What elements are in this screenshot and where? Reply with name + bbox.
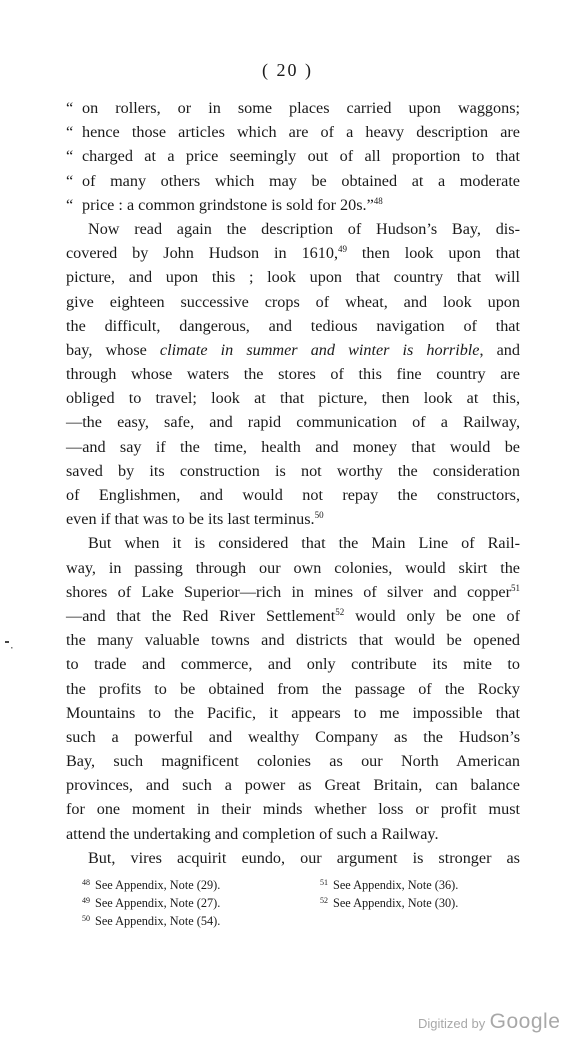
text-line: even if that was to be its last terminus.$^{50}$: [66, 510, 324, 529]
footnote-ref: 48: [373, 195, 383, 206]
text-line: for one moment in their minds whether loss or profit must: [66, 800, 520, 819]
text-line: —and say if the time, health and money that would be: [66, 437, 520, 456]
text-line: —and that the Red River Settlement$^{52}$ would only be one of: [66, 606, 520, 625]
text-line: to trade and commerce, and only contribute its mite to: [66, 655, 520, 674]
text-line: Bay, such magnificent colonies as our North American: [66, 752, 520, 771]
italic-phrase: climate in summer and winter is horrible: [159, 340, 480, 359]
footnote-ref: 50: [314, 510, 324, 521]
text-line: shores of Lake Superior—rich in mines of silver and copper$^{51}$: [66, 582, 520, 601]
footnote: $^{51}$ See Appendix, Note (36).: [320, 878, 459, 892]
text-line: Mountains to the Pacific, it appears to me impossible that: [66, 703, 520, 722]
footnote-ref: 51: [511, 582, 520, 593]
google-logo: Google: [489, 1010, 561, 1033]
text-line: picture, and upon this ; look upon that country that will: [66, 268, 520, 287]
text-line: saved by its construction is not worthy the consideration: [66, 461, 520, 480]
text-line: “ of many others which may be obtained at a moderate: [66, 171, 520, 190]
text-line: provinces, and such a power as Great Britain, can balance: [66, 776, 520, 795]
text-line: obliged to travel; look at that picture, then look at this,: [66, 389, 520, 408]
page-number: ( 20 ): [262, 60, 313, 80]
text-line: Now read again the description of Hudson’s Bay, dis-: [88, 219, 520, 238]
watermark-prefix: Digitized by: [418, 1016, 486, 1031]
footnote-ref: 52: [335, 606, 345, 617]
text-line: —the easy, safe, and rapid communication of a Railway,: [66, 413, 520, 432]
text-line: “ price : a common grindstone is sold for 20s.”$^{48}$: [66, 195, 383, 214]
text-line: attend the undertaking and completion of such a Railway.: [66, 824, 439, 843]
text-line: “ charged at a price seemingly out of all proportion to that: [66, 147, 520, 166]
text-line: “ hence those articles which are of a heavy description are: [66, 123, 520, 142]
digitized-by-google-watermark: [418, 1010, 560, 1034]
text-line: give eighteen successive crops of wheat, and look upon: [66, 292, 520, 311]
footnote: $^{49}$ See Appendix, Note (27).: [82, 896, 221, 910]
footnote: $^{52}$ See Appendix, Note (30).: [320, 896, 459, 910]
text-line: covered by John Hudson in 1610,49 then look upon that: [66, 244, 520, 263]
footnote: $^{48}$ See Appendix, Note (29).: [82, 878, 221, 892]
footnotes-left-column: [82, 876, 220, 930]
text-line: the profits to be obtained from the passage of the Rocky: [66, 679, 520, 698]
footnote-ref: 49: [338, 244, 347, 255]
text-line: the many valuable towns and districts that would be opened: [66, 631, 520, 650]
body-text: [66, 96, 520, 870]
text-line: “ on rollers, or in some places carried upon waggons;: [66, 99, 520, 117]
text-line: such a powerful and wealthy Company as the Hudson’s: [66, 727, 520, 746]
margin-speck-icon: [4, 638, 14, 652]
text-line: But, vires acquirit eundo, our argument is stronger as: [88, 848, 520, 867]
footnotes-right-column: [320, 876, 458, 912]
text-line: through whose waters the stores of this fine country are: [66, 365, 520, 384]
text-line: of Englishmen, and would not repay the constructors,: [66, 486, 520, 504]
text-line: the difficult, dangerous, and tedious navigation of that: [66, 316, 520, 335]
text-line: bay, whose climate in summer and winter is horrible, and: [66, 340, 520, 359]
text-line: But when it is considered that the Main Line of Rail-: [88, 534, 520, 553]
text-line: way, in passing through our own colonies, would skirt the: [66, 558, 520, 577]
footnote: $^{50}$ See Appendix, Note (54).: [82, 914, 221, 928]
